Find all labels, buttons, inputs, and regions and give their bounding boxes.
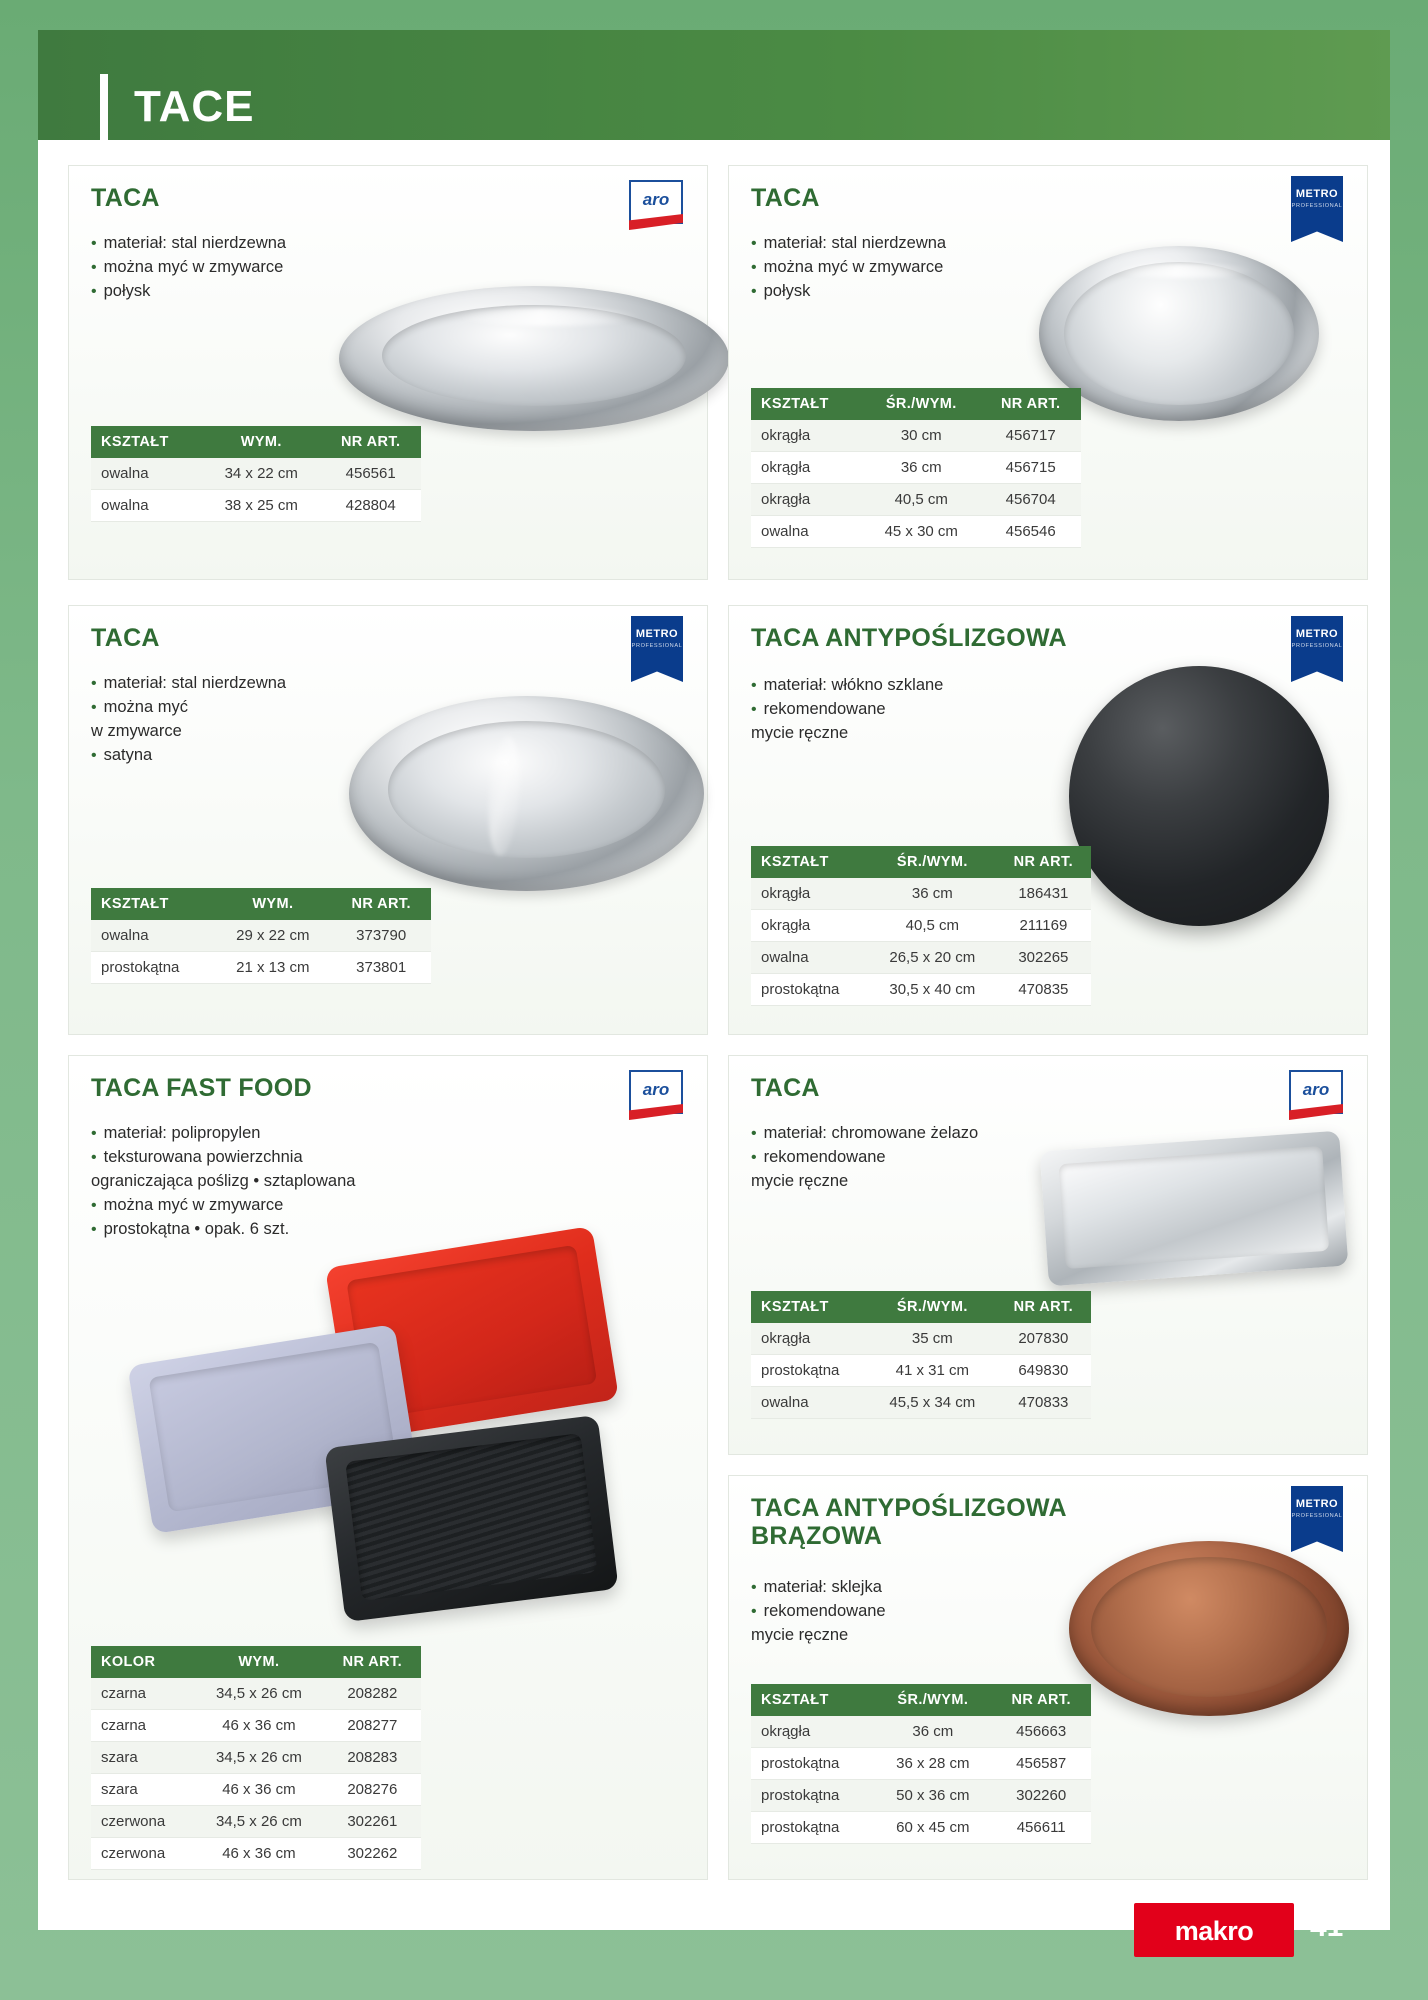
aro-label: aro xyxy=(642,190,670,209)
column-header: KSZTAŁT xyxy=(751,846,869,878)
makro-logo-text: makro xyxy=(1174,1916,1254,1946)
cell-size: 45 x 30 cm xyxy=(862,516,980,548)
cell-article: 649830 xyxy=(996,1355,1091,1387)
cell-article: 470835 xyxy=(996,974,1091,1006)
table-header-row xyxy=(91,426,421,458)
brand-badge-aro xyxy=(629,180,683,244)
bullet-item: • rekomendowane xyxy=(751,1146,1051,1170)
bullet-item: • prostokątna • opak. 6 szt. xyxy=(91,1218,511,1242)
cell-size: 36 x 28 cm xyxy=(874,1748,991,1780)
bullet-item: • rekomendowane xyxy=(751,1600,1051,1624)
table-row xyxy=(91,458,421,490)
product-image-chrome-rect-tray xyxy=(1029,1116,1359,1316)
cell-color: szara xyxy=(91,1742,194,1774)
product-spec-table xyxy=(751,1291,1091,1419)
cell-article: 373790 xyxy=(331,920,431,952)
product-spec-table xyxy=(751,846,1091,1006)
cell-article: 208276 xyxy=(324,1774,421,1806)
product-title: TACA xyxy=(751,184,820,212)
cell-article: 428804 xyxy=(320,490,421,522)
cell-article: 456611 xyxy=(991,1812,1091,1844)
bullet-continuation: mycie ręczne xyxy=(751,723,849,742)
table-row xyxy=(91,920,431,952)
table-header-row xyxy=(751,1291,1091,1323)
black-round-tray-shape xyxy=(1069,666,1329,926)
cell-article: 208282 xyxy=(324,1678,421,1710)
cell-shape: okrągła xyxy=(751,878,869,910)
bullet-item: • rekomendowane xyxy=(751,698,1051,722)
cell-size: 38 x 25 cm xyxy=(202,490,320,522)
product-title: TACA xyxy=(91,624,160,652)
cell-shape: owalna xyxy=(91,490,202,522)
column-header: NR ART. xyxy=(996,1291,1091,1323)
cell-size: 34,5 x 26 cm xyxy=(194,1678,324,1710)
column-header: NR ART. xyxy=(320,426,421,458)
cell-shape: prostokątna xyxy=(751,1748,874,1780)
bullet-item: • można myć w zmywarce xyxy=(751,256,1081,280)
cell-size: 29 x 22 cm xyxy=(214,920,331,952)
table-row xyxy=(751,878,1091,910)
cell-shape: okrągła xyxy=(751,420,862,452)
cell-article: 208277 xyxy=(324,1710,421,1742)
metro-sublabel: PROFESSIONAL xyxy=(1291,1513,1343,1519)
page-title: TACE xyxy=(134,82,255,131)
table-row xyxy=(751,1716,1091,1748)
page-header xyxy=(38,30,1390,140)
cell-article: 470833 xyxy=(996,1387,1091,1419)
bullet-item: • materiał: stal nierdzewna xyxy=(91,232,421,256)
table-row xyxy=(751,420,1081,452)
table-row xyxy=(751,1780,1091,1812)
cell-article: 207830 xyxy=(996,1323,1091,1355)
cell-article: 302261 xyxy=(324,1806,421,1838)
cell-shape: okrągła xyxy=(751,910,869,942)
column-header: KOLOR xyxy=(91,1646,194,1678)
cell-article: 211169 xyxy=(996,910,1091,942)
table-row xyxy=(91,490,421,522)
table-row xyxy=(751,484,1081,516)
bullet-item: • materiał: polipropylen xyxy=(91,1122,511,1146)
cell-size: 46 x 36 cm xyxy=(194,1774,324,1806)
cell-size: 46 x 36 cm xyxy=(194,1710,324,1742)
cell-article: 456715 xyxy=(980,452,1081,484)
cell-shape: owalna xyxy=(751,1387,869,1419)
product-card-taca-aro xyxy=(68,165,708,580)
cell-color: czarna xyxy=(91,1710,194,1742)
cell-article: 456663 xyxy=(991,1716,1091,1748)
cell-article: 186431 xyxy=(996,878,1091,910)
column-header: KSZTAŁT xyxy=(91,426,202,458)
cell-size: 34,5 x 26 cm xyxy=(194,1806,324,1838)
cell-size: 45,5 x 34 cm xyxy=(869,1387,996,1419)
cell-article: 208283 xyxy=(324,1742,421,1774)
tray-black xyxy=(324,1415,618,1622)
product-image-black-round-tray xyxy=(1059,656,1359,946)
column-header: ŚR./WYM. xyxy=(862,388,980,420)
table-row xyxy=(751,1387,1091,1419)
bullet-item: • można myć w zmywarce xyxy=(91,256,421,280)
table-row xyxy=(751,910,1091,942)
product-spec-table xyxy=(751,1684,1091,1844)
cell-color: czerwona xyxy=(91,1806,194,1838)
bullet-item: • materiał: włókno szklane xyxy=(751,674,1051,698)
cell-article: 456704 xyxy=(980,484,1081,516)
table-header-row xyxy=(751,1684,1091,1716)
brown-round-tray-shape xyxy=(1069,1541,1349,1716)
column-header: NR ART. xyxy=(331,888,431,920)
column-header: KSZTAŁT xyxy=(91,888,214,920)
product-card-taca-satyna xyxy=(68,605,708,1035)
table-row xyxy=(91,1742,421,1774)
table-header-row xyxy=(751,388,1081,420)
cell-size: 34,5 x 26 cm xyxy=(194,1742,324,1774)
bullet-item: • materiał: stal nierdzewna xyxy=(91,672,391,696)
column-header: ŚR./WYM. xyxy=(869,1291,996,1323)
metro-label: METRO xyxy=(1295,188,1339,200)
column-header: WYM. xyxy=(194,1646,324,1678)
product-card-taca-antyposlizgowa xyxy=(728,605,1368,1035)
cell-size: 30,5 x 40 cm xyxy=(869,974,996,1006)
column-header: WYM. xyxy=(214,888,331,920)
product-spec-table xyxy=(91,426,421,522)
table-header-row xyxy=(91,888,431,920)
bullet-item: • materiał: sklejka xyxy=(751,1576,1051,1600)
product-bullets xyxy=(751,1576,1051,1648)
bullet-continuation: mycie ręczne xyxy=(751,1625,849,1644)
bullet-continuation: w zmywarce xyxy=(91,721,182,740)
bullet-item: • połysk xyxy=(751,280,1081,304)
bullet-item: • można myć xyxy=(91,696,391,720)
column-header: NR ART. xyxy=(991,1684,1091,1716)
table-header-row xyxy=(751,846,1091,878)
header-accent-bar xyxy=(100,74,108,152)
bullet-continuation: mycie ręczne xyxy=(751,1171,849,1190)
aro-label: aro xyxy=(642,1080,670,1099)
cell-size: 34 x 22 cm xyxy=(202,458,320,490)
cell-color: czerwona xyxy=(91,1838,194,1870)
metro-sublabel: PROFESSIONAL xyxy=(631,643,683,649)
cell-size: 50 x 36 cm xyxy=(874,1780,991,1812)
product-image-brown-round-tray xyxy=(1049,1531,1369,1746)
product-image-satin-oval-tray xyxy=(319,666,719,906)
cell-article: 456561 xyxy=(320,458,421,490)
metro-label: METRO xyxy=(1295,1498,1339,1510)
product-bullets xyxy=(91,1122,511,1242)
bullet-item: • materiał: chromowane żelazo xyxy=(751,1122,1051,1146)
product-card-taca-chrom xyxy=(728,1055,1368,1455)
table-row xyxy=(751,1812,1091,1844)
tray-black-inner xyxy=(345,1433,597,1601)
cell-size: 60 x 45 cm xyxy=(874,1812,991,1844)
cell-size: 36 cm xyxy=(869,878,996,910)
table-row xyxy=(751,452,1081,484)
column-header: WYM. xyxy=(202,426,320,458)
product-spec-table xyxy=(91,888,431,984)
table-row xyxy=(91,1710,421,1742)
bullet-item: • materiał: stal nierdzewna xyxy=(751,232,1081,256)
cell-size: 21 x 13 cm xyxy=(214,952,331,984)
product-card-taca-fast-food xyxy=(68,1055,708,1880)
cell-shape: owalna xyxy=(91,458,202,490)
product-title: TACA FAST FOOD xyxy=(91,1074,312,1102)
product-title: TACA xyxy=(91,184,160,212)
brand-badge-aro xyxy=(629,1070,683,1134)
cell-article: 373801 xyxy=(331,952,431,984)
cell-shape: owalna xyxy=(751,516,862,548)
table-row xyxy=(751,974,1091,1006)
page-number: 41 xyxy=(1310,1910,1344,1943)
cell-shape: okrągła xyxy=(751,1716,874,1748)
column-header: ŚR./WYM. xyxy=(874,1684,991,1716)
tray-highlight xyxy=(459,308,639,326)
cell-color: czarna xyxy=(91,1678,194,1710)
table-row xyxy=(751,942,1091,974)
product-spec-table xyxy=(91,1646,421,1870)
table-row xyxy=(91,1838,421,1870)
table-row xyxy=(751,1323,1091,1355)
column-header: ŚR./WYM. xyxy=(869,846,996,878)
metro-sublabel: PROFESSIONAL xyxy=(1291,643,1343,649)
metro-label: METRO xyxy=(1295,628,1339,640)
bullet-item: • można myć w zmywarce xyxy=(91,1194,511,1218)
cell-shape: okrągła xyxy=(751,452,862,484)
product-spec-table xyxy=(751,388,1081,548)
column-header: KSZTAŁT xyxy=(751,1291,869,1323)
cell-color: szara xyxy=(91,1774,194,1806)
table-row xyxy=(751,516,1081,548)
cell-shape: prostokątna xyxy=(751,974,869,1006)
cell-size: 36 cm xyxy=(862,452,980,484)
cell-article: 456717 xyxy=(980,420,1081,452)
metro-sublabel: PROFESSIONAL xyxy=(1291,203,1343,209)
makro-logo xyxy=(1134,1903,1294,1957)
bullet-item: • teksturowana powierzchnia xyxy=(91,1146,511,1170)
product-title: TACA xyxy=(751,1074,820,1102)
cell-shape: prostokątna xyxy=(91,952,214,984)
product-bullets xyxy=(751,674,1051,746)
cell-article: 456587 xyxy=(991,1748,1091,1780)
cell-article: 302262 xyxy=(324,1838,421,1870)
table-row xyxy=(91,1678,421,1710)
cell-size: 26,5 x 20 cm xyxy=(869,942,996,974)
column-header: KSZTAŁT xyxy=(751,388,862,420)
chrome-rect-tray-shape xyxy=(1040,1131,1349,1287)
table-row xyxy=(91,1774,421,1806)
cell-size: 41 x 31 cm xyxy=(869,1355,996,1387)
bullet-continuation: ograniczająca poślizg • sztaplowana xyxy=(91,1171,356,1190)
product-title: TACA ANTYPOŚLIZGOWA xyxy=(751,624,1067,652)
cell-article: 302260 xyxy=(991,1780,1091,1812)
chrome-rect-inner xyxy=(1059,1145,1330,1268)
product-title-line1: TACA ANTYPOŚLIZGOWA xyxy=(751,1494,1067,1522)
product-image-fast-food-trays xyxy=(79,1236,699,1636)
column-header: NR ART. xyxy=(996,846,1091,878)
cell-article: 302265 xyxy=(996,942,1091,974)
cell-shape: prostokątna xyxy=(751,1812,874,1844)
column-header: NR ART. xyxy=(324,1646,421,1678)
metro-label: METRO xyxy=(635,628,679,640)
bullet-item: • połysk xyxy=(91,280,421,304)
cell-shape: okrągła xyxy=(751,1323,869,1355)
product-card-taca-antyposlizgowa-brazowa xyxy=(728,1475,1368,1880)
cell-size: 35 cm xyxy=(869,1323,996,1355)
table-row xyxy=(751,1355,1091,1387)
cell-shape: owalna xyxy=(751,942,869,974)
cell-size: 40,5 cm xyxy=(869,910,996,942)
cell-shape: prostokątna xyxy=(751,1780,874,1812)
tray-highlight xyxy=(1114,264,1254,278)
cell-shape: okrągła xyxy=(751,484,862,516)
cell-size: 30 cm xyxy=(862,420,980,452)
cell-size: 40,5 cm xyxy=(862,484,980,516)
column-header: NR ART. xyxy=(980,388,1081,420)
cell-size: 36 cm xyxy=(874,1716,991,1748)
aro-label: aro xyxy=(1302,1080,1330,1099)
product-title-line2: BRĄZOWA xyxy=(751,1522,883,1550)
column-header: KSZTAŁT xyxy=(751,1684,874,1716)
cell-article: 456546 xyxy=(980,516,1081,548)
table-row xyxy=(91,1806,421,1838)
product-bullets xyxy=(751,1122,1051,1194)
cell-size: 46 x 36 cm xyxy=(194,1838,324,1870)
oval-tray-shape xyxy=(349,696,704,891)
table-row xyxy=(751,1748,1091,1780)
bullet-item: • satyna xyxy=(91,744,391,768)
product-card-taca-metro xyxy=(728,165,1368,580)
cell-shape: prostokątna xyxy=(751,1355,869,1387)
cell-shape: owalna xyxy=(91,920,214,952)
table-header-row xyxy=(91,1646,421,1678)
table-row xyxy=(91,952,431,984)
